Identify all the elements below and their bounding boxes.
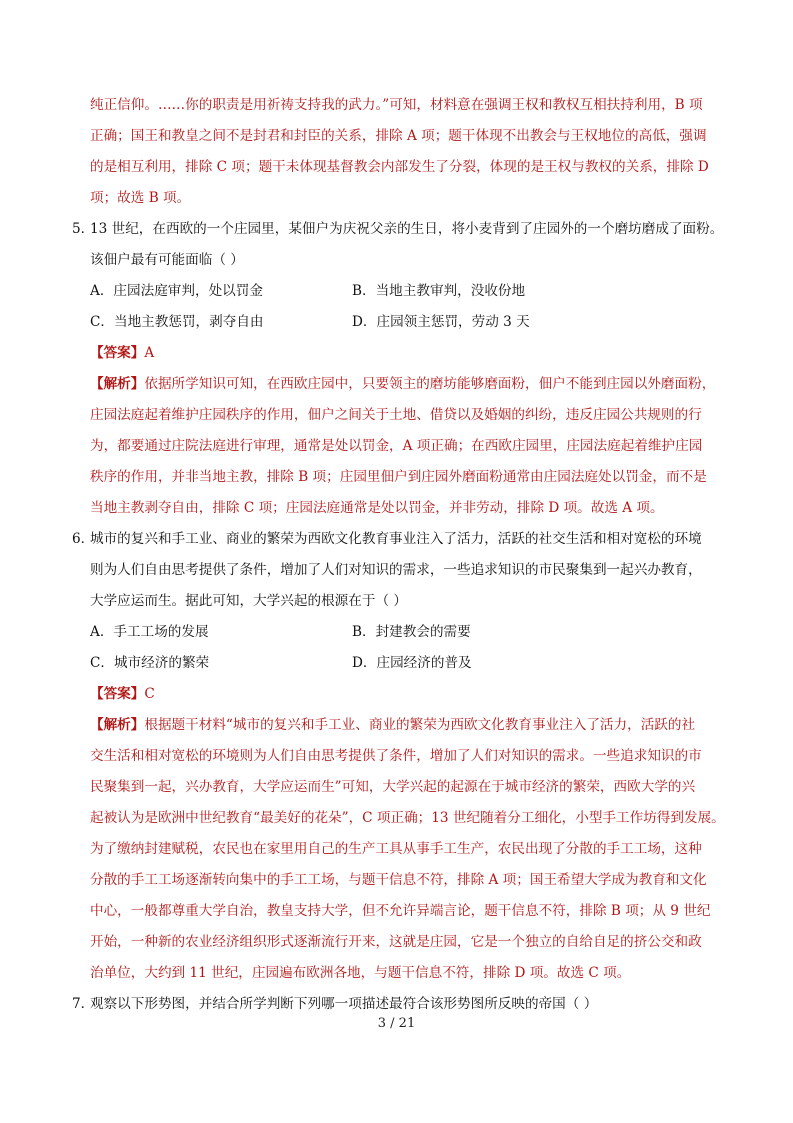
question-number: 6． bbox=[72, 531, 95, 547]
options-row bbox=[76, 307, 736, 338]
analysis-line: 分散的手工工场逐渐转向集中的手工工场，与题干信息不符，排除 A 项；国王希望大学成为教育和文化 bbox=[90, 872, 707, 888]
question-number: 7． bbox=[72, 996, 95, 1012]
analysis-line: 开始，一种新的农业经济组织形式逐渐流行开来，这就是庄园，它是一个独立的自给自足的挤公交和政 bbox=[90, 934, 702, 950]
option-a: A．庄园法庭审判，处以罚金 bbox=[90, 283, 263, 299]
previous-analysis bbox=[76, 90, 736, 214]
stem-line: 该佃户最有可能面临（ ） bbox=[90, 252, 244, 268]
option-b: B．封建教会的需要 bbox=[352, 624, 471, 640]
stem-line: 则为人们自由思考提供了条件，增加了人们对知识的需求，一些追求知识的市民聚集到一起兴办教育， bbox=[90, 562, 702, 578]
answer bbox=[76, 679, 736, 710]
analysis-line: 起被认为是欧洲中世纪教育“最美好的花朵”，C 项正确；13 世纪随着分工细化，小型手工作坊得到发展。 bbox=[90, 810, 725, 826]
analysis-line: 为了缴纳封建赋税，农民也在家里用自己的生产工具从事手工生产，农民出现了分散的手工工场，这种 bbox=[90, 841, 702, 857]
analysis-line: 项；故选 B 项。 bbox=[90, 190, 191, 206]
analysis-line: 【解析】根据题干材料“城市的复兴和手工业、商业的繁荣为西欧文化教育事业注入了活力，活跃的社 bbox=[90, 717, 696, 733]
answer-value: A bbox=[144, 345, 155, 361]
analysis-line: 治单位，大约到 11 世纪，庄园遍布欧洲各地，与题干信息不符，排除 D 项。故选 C 项。 bbox=[90, 965, 631, 981]
answer bbox=[76, 338, 736, 369]
stem-line: 13 世纪，在西欧的一个庄园里，某佃户为庆祝父亲的生日，将小麦背到了庄园外的一个磨坊磨成了面粉。 bbox=[90, 221, 724, 237]
analysis-line: 【解析】依据所学知识可知，在西欧庄园中，只要领主的磨坊能够磨面粉，佃户不能到庄园以外磨面粉， bbox=[90, 376, 716, 392]
option-c: C．当地主教惩罚，剥夺自由 bbox=[90, 314, 264, 330]
analysis-line: 正确；国王和教皇之间不是封君和封臣的关系，排除 A 项；题干体现不出教会与王权地位的高低，强调 bbox=[90, 128, 707, 144]
analysis-line: 庄园法庭起着维护庄园秩序的作用，佃户之间关于土地、借贷以及婚姻的纠纷，违反庄园公共规则的行 bbox=[90, 407, 702, 423]
stem-line: 大学应运而生。据此可知，大学兴起的根源在于（ ） bbox=[90, 593, 407, 609]
answer-value: C bbox=[144, 686, 155, 702]
analysis-label: 【解析】 bbox=[90, 717, 145, 733]
option-d: D．庄园经济的普及 bbox=[352, 655, 472, 671]
stem-line: 观察以下形势图，并结合所学判断下列哪一项描述最符合该形势图所反映的帝国（ ） bbox=[90, 996, 598, 1012]
question-stem bbox=[72, 214, 736, 276]
stem-line: 城市的复兴和手工业、商业的繁荣为西欧文化教育事业注入了活力，活跃的社交生活和相对宽松的环境 bbox=[90, 531, 702, 547]
analysis bbox=[76, 710, 736, 989]
options-row bbox=[76, 648, 736, 679]
document-body bbox=[72, 90, 736, 1020]
option-a: A．手工工场的发展 bbox=[90, 624, 209, 640]
analysis-line: 民聚集到一起，兴办教育，大学应运而生”可知，大学兴起的起源在于城市经济的繁荣，西欧大学的兴 bbox=[90, 779, 696, 795]
analysis-line: 交生活和相对宽松的环境则为人们自由思考提供了条件，增加了人们对知识的需求。一些追求知识的市 bbox=[90, 748, 702, 764]
analysis-line: 秩序的作用，并非当地主教，排除 B 项；庄园里佃户到庄园外磨面粉通常由庄园法庭处以罚金，而不是 bbox=[90, 469, 707, 485]
analysis-line: 当地主教剥夺自由，排除 C 项；庄园法庭通常是处以罚金，并非劳动，排除 D 项。故选 A 项。 bbox=[90, 500, 664, 516]
analysis-line: 的是相互利用，排除 C 项；题干未体现基督教会内部发生了分裂，体现的是王权与教权的关系，排除 D bbox=[90, 159, 709, 175]
question-5 bbox=[72, 214, 736, 524]
question-stem bbox=[72, 524, 736, 617]
page-number: 3 / 21 bbox=[377, 1016, 416, 1031]
option-d: D．庄园领主惩罚，劳动 3 天 bbox=[352, 314, 530, 330]
answer-label: 【答案】 bbox=[90, 345, 145, 361]
analysis-line: 为，都要通过庄院法庭进行审理，通常是处以罚金，A 项正确；在西欧庄园里，庄园法庭起着维护庄园 bbox=[90, 438, 703, 454]
question-number: 5． bbox=[72, 221, 95, 237]
analysis-line: 纯正信仰。……你的职责是用祈祷支持我的武力。”可知，材料意在强调王权和教权互相扶持利用，B 项 bbox=[90, 97, 703, 113]
answer-label: 【答案】 bbox=[90, 686, 145, 702]
analysis-label: 【解析】 bbox=[90, 376, 145, 392]
question-6 bbox=[72, 524, 736, 989]
option-c: C．城市经济的繁荣 bbox=[90, 655, 210, 671]
options-row bbox=[76, 617, 736, 648]
option-b: B．当地主教审判，没收份地 bbox=[352, 283, 526, 299]
options-row bbox=[76, 276, 736, 307]
analysis-line: 中心，一般都尊重大学自治，教皇支持大学，但不允许异端言论，题干信息不符，排除 B 项；从 9 世纪 bbox=[90, 903, 711, 919]
analysis bbox=[76, 369, 736, 524]
